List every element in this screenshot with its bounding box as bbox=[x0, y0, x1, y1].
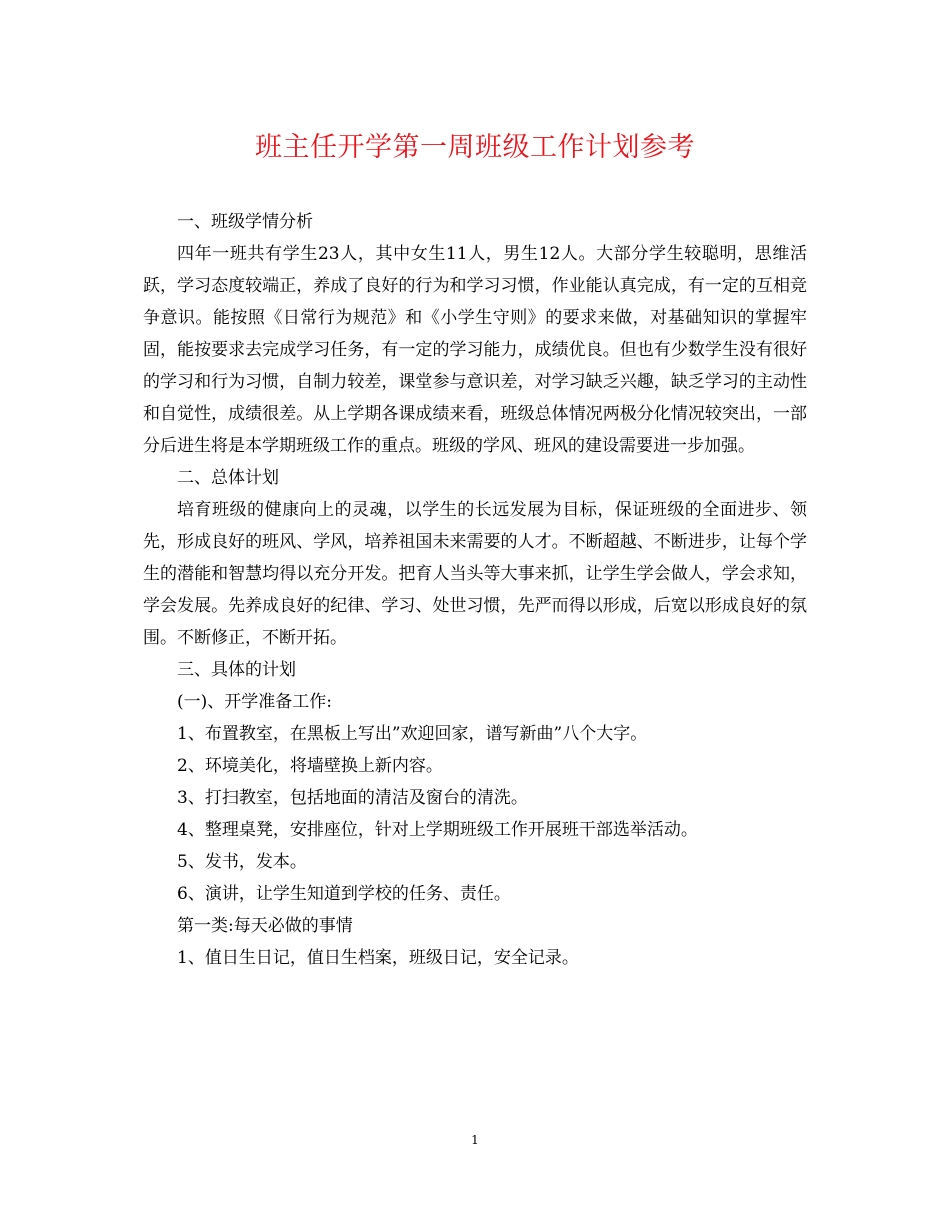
list-item: 6、演讲，让学生知道到学校的任务、责任。 bbox=[177, 884, 511, 904]
page-title: 班主任开学第一周班级工作计划参考 bbox=[255, 132, 695, 163]
list-item: 1、值日生日记，值日生档案，班级日记，安全记录。 bbox=[177, 948, 579, 968]
document-body bbox=[143, 206, 807, 974]
list-item: 2、环境美化，将墙壁换上新内容。 bbox=[177, 756, 443, 776]
list-item: 4、整理桌凳，安排座位，针对上学期班级工作开展班干部选举活动。 bbox=[177, 820, 698, 840]
subheading-daily-tasks: 第一类:每天必做的事情 bbox=[177, 916, 353, 936]
list-item: 1、布置教室，在黑板上写出”欢迎回家，谱写新曲”八个大字。 bbox=[177, 724, 648, 744]
list-item: 5、发书，发本。 bbox=[177, 852, 307, 872]
list-item: 3、打扫教室，包括地面的清洁及窗台的清洗。 bbox=[177, 788, 528, 808]
paragraph-analysis: 四年一班共有学生23人，其中女生11人，男生12人。大部分学生较聪明，思维活跃，学习态度较端正，养成了良好的行为和学习习惯，作业能认真完成，有一定的互相竞争意识。能按照《日常行为规范》和《小学生守则》的要求来做，对基础知识的掌握牢固，能按要求去完成学习任务，有一定的学习能力，成绩优良。但也有少数学生没有很好的学习和行为习惯，自制力较差，课堂参与意识差，对学习缺乏兴趣，缺乏学习的主动性和自觉性，成绩很差。从上学期各课成绩来看，班级总体情况两极分化情况较突出，一部分后进生将是本学期班级工作的重点。班级的学风、班风的建设需要进一步加强。 bbox=[143, 244, 807, 456]
page-number: 1 bbox=[471, 1133, 479, 1147]
section-heading-specific-plan: 三、具体的计划 bbox=[177, 660, 296, 680]
paragraph-overall-plan: 培育班级的健康向上的灵魂，以学生的长远发展为目标，保证班级的全面进步、领先，形成良好的班风、学风，培养祖国未来需要的人才。不断超越、不断进步，让每个学生的潜能和智慧均得以充分开发。把育人当头等大事来抓，让学生学会做人，学会求知，学会发展。先养成良好的纪律、学习、处世习惯，先严而得以形成，后宽以形成良好的氛围。不断修正，不断开拓。 bbox=[143, 500, 807, 648]
subheading-preparation: (一)、开学准备工作: bbox=[177, 692, 332, 712]
section-heading-overall-plan: 二、总体计划 bbox=[177, 468, 279, 488]
section-heading-analysis: 一、班级学情分析 bbox=[177, 212, 313, 232]
